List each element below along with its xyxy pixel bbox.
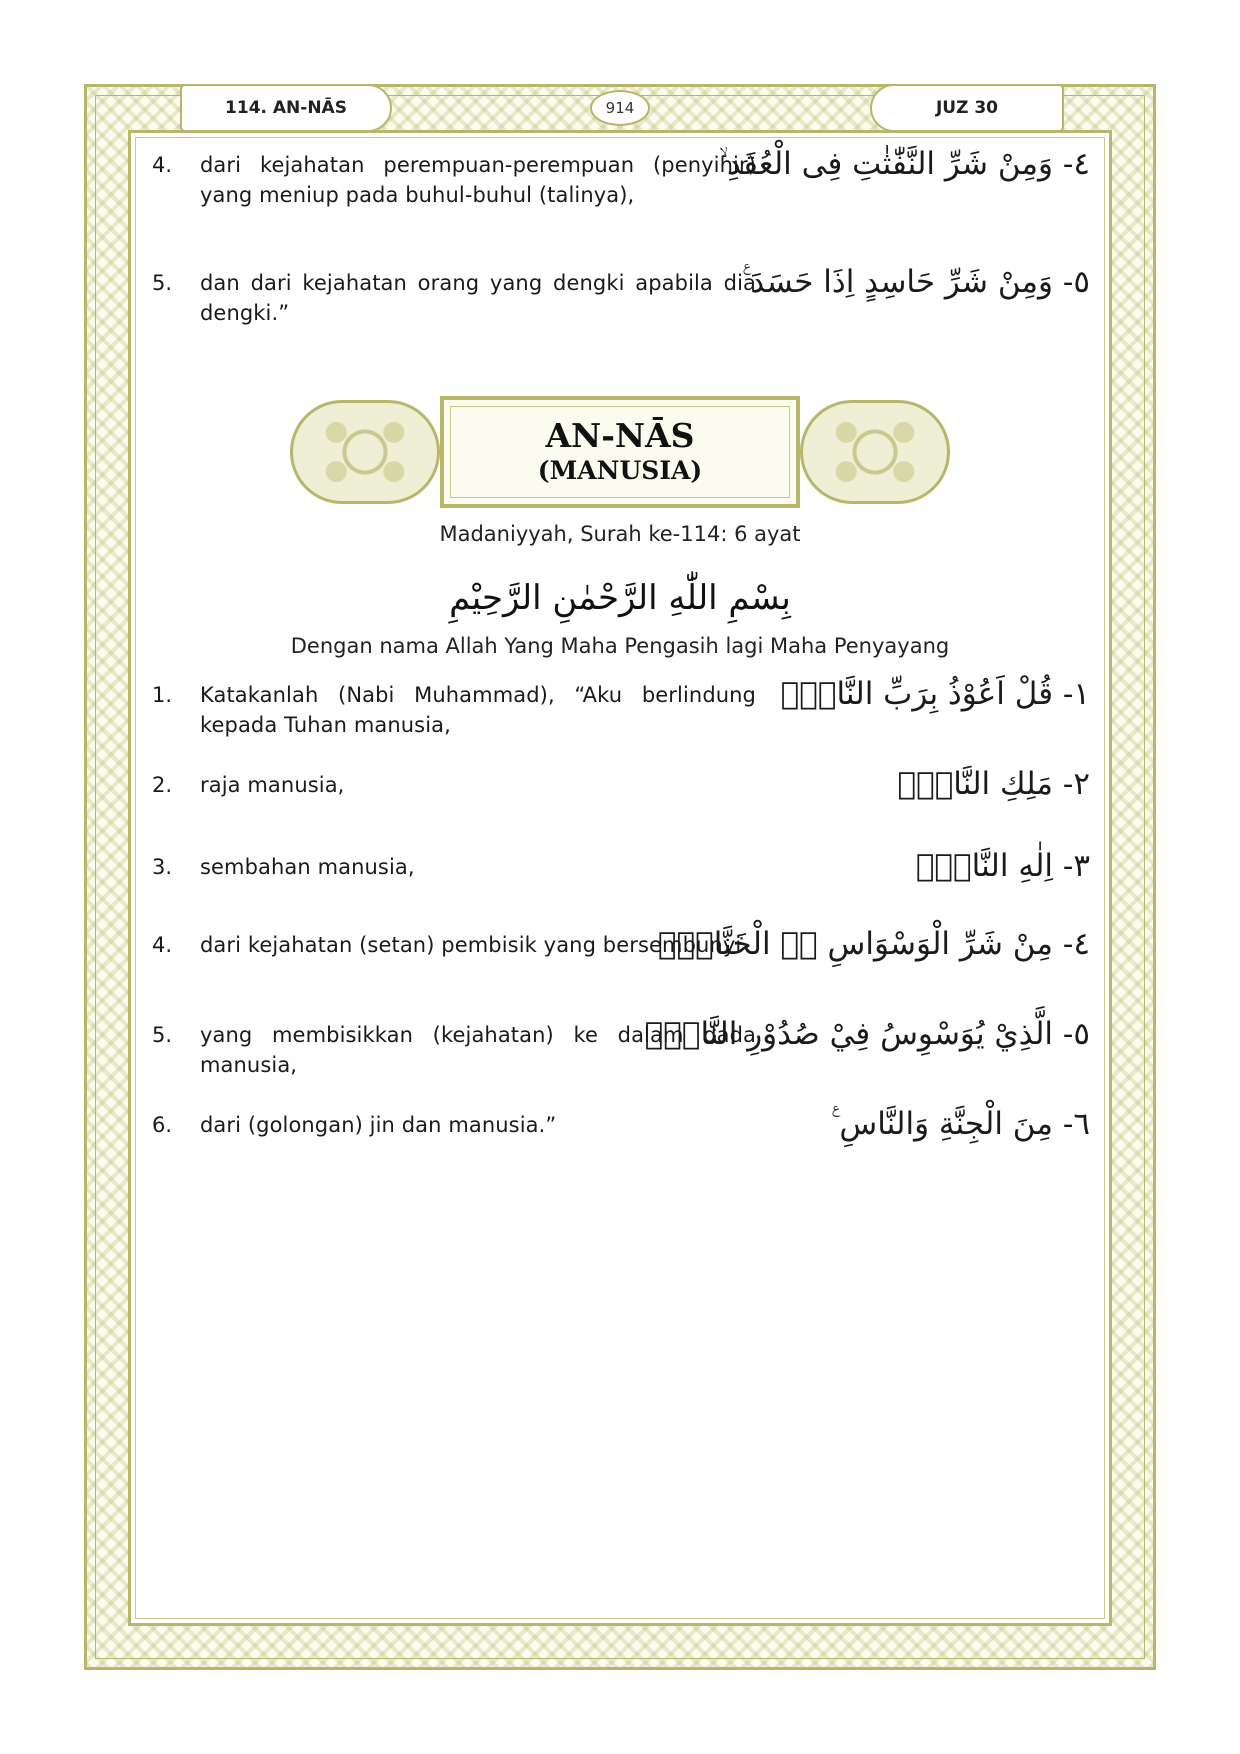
verse-translation: raja manusia, [200, 773, 345, 797]
verse-translation: sembahan manusia, [200, 855, 415, 879]
bismillah-translation: Dengan nama Allah Yang Maha Pengasih lagi Maha Penyayang [290, 634, 950, 658]
header-page-number: 914 [590, 90, 650, 126]
surah-info: Madaniyyah, Surah ke-114: 6 ayat [439, 522, 801, 546]
verse-arabic: ٤- مِنْ شَرِّ الْوَسْوَاسِ ەۙ الْخَنَّاسِۖ [657, 926, 1090, 962]
verse-number: 5. [152, 271, 173, 295]
banner-ornament-left [290, 400, 440, 504]
surah-title: AN-NĀS [545, 416, 695, 455]
verse-translation: dari (golongan) jin dan manusia.” [200, 1113, 557, 1137]
verse-translation: dari kejahatan (setan) pembisik yang bersembunyi [200, 933, 742, 957]
verse-translation: Katakanlah (Nabi Muhammad), “Aku berlindung kepada Tuhan manusia, [200, 683, 756, 737]
verse-number: 3. [152, 855, 173, 879]
verse-arabic: ٥- وَمِنْ شَرِّ حَاسِدٍ اِذَا حَسَدَ ࣖ [742, 264, 1090, 300]
verse-arabic: ٤- وَمِنْ شَرِّ النَّفّٰثٰتِ فِى الْعُقَدِ ۙ [719, 146, 1090, 182]
verse-translation: dan dari kejahatan orang yang dengki apabila dia dengki.” [200, 271, 756, 325]
verse-number: 4. [152, 933, 173, 957]
verse-number: 4. [152, 153, 173, 177]
verse-translation: yang membisikkan (kejahatan) ke dalam dada manusia, [200, 1023, 756, 1077]
bismillah-arabic: بِسْمِ اللّٰهِ الرَّحْمٰنِ الرَّحِيْمِ [449, 578, 791, 618]
verse-number: 5. [152, 1023, 173, 1047]
verse-arabic: ٣- اِلٰهِ النَّاسِۙ [915, 848, 1090, 884]
banner-ornament-right [800, 400, 950, 504]
verse-translation: dari kejahatan perempuan-perempuan (penyihir) yang meniup pada buhul-buhul (talinya), [200, 153, 756, 207]
verse-arabic: ٥- الَّذِيْ يُوَسْوِسُ فِيْ صُدُوْرِ النَّاسِۙ [644, 1016, 1090, 1052]
verse-arabic: ٢- مَلِكِ النَّاسِۙ [897, 766, 1090, 802]
surah-title-banner [290, 396, 950, 508]
verse-number: 6. [152, 1113, 173, 1137]
verse-arabic: ٦- مِنَ الْجِنَّةِ وَالنَّاسِ ࣖ [831, 1106, 1090, 1142]
verse-number: 2. [152, 773, 173, 797]
header-juz-label: JUZ 30 [870, 84, 1064, 132]
verse-number: 1. [152, 683, 173, 707]
banner-title-box [440, 396, 800, 508]
header-surah-label: 114. AN-NĀS [180, 84, 392, 132]
verse-arabic: ١- قُلْ اَعُوْذُ بِرَبِّ النَّاسِۙ [780, 676, 1090, 712]
surah-subtitle: (MANUSIA) [537, 456, 703, 485]
